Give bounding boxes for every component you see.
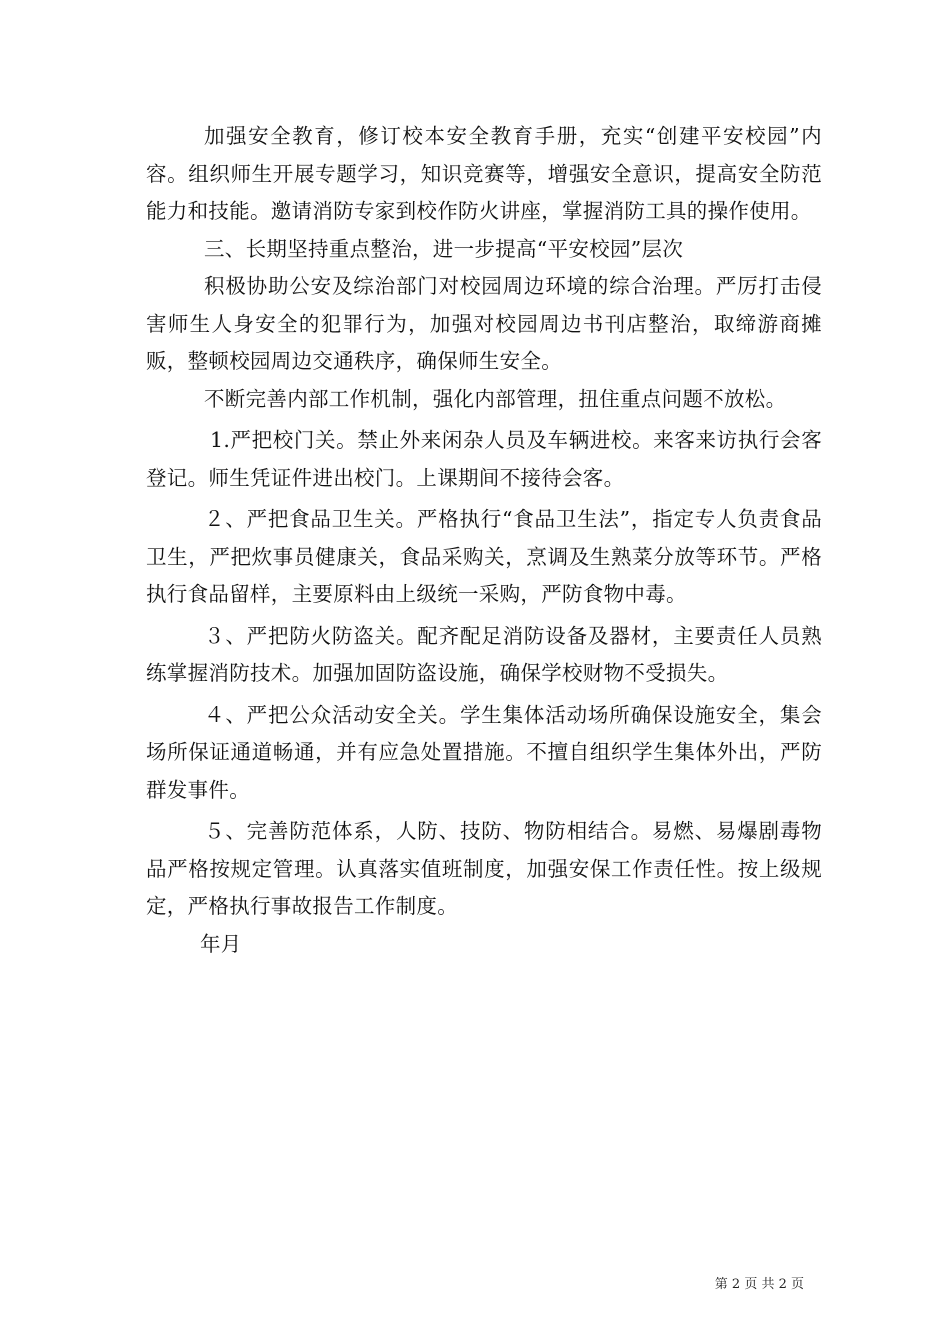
paragraph-safety-education: 加强安全教育，修订校本安全教育手册，充实“创建平安校园”内容。组织师生开展专题学习，知识竞赛等，增强安全意识，提高安全防范能力和技能。邀请消防专家到校作防火讲座，掌握消防工具的操作使用。 bbox=[146, 124, 822, 223]
paragraph-internal-mechanism: 不断完善内部工作机制，强化内部管理，扭住重点问题不放松。 bbox=[204, 386, 787, 411]
paragraph-campus-surroundings: 积极协助公安及综治部门对校园周边环境的综合治理。严厉打击侵害师生人身安全的犯罪行为，加强对校园周边书刊店整治，取缔游商摊贩，整顿校园周边交通秩序，确保师生安全。 bbox=[146, 274, 822, 373]
list-item-fire-theft: ３、严把防火防盗关。配齐配足消防设备及器材，主要责任人员熟练掌握消防技术。加强加固防盗设施，确保学校财物不受损失。 bbox=[146, 623, 822, 685]
document-body bbox=[146, 118, 822, 963]
page-number: 第 2 页 共 2 页 bbox=[714, 1277, 804, 1292]
list-item-prevention-system: ５、完善防范体系，人防、技防、物防相结合。易燃、易爆剧毒物品严格按规定管理。认真落实值班制度，加强安保工作责任性。按上级规定，严格执行事故报告工作制度。 bbox=[146, 819, 822, 918]
list-item-food-hygiene: ２、严把食品卫生关。严格执行“食品卫生法”，指定专人负责食品卫生，严把炊事员健康关，食品采购关，烹调及生熟菜分放等环节。严格执行食品留样，主要原料由上级统一采购，严防食物中毒。 bbox=[146, 507, 822, 606]
list-item-public-activity: ４、严把公众活动安全关。学生集体活动场所确保设施安全，集会场所保证通道畅通，并有应急处置措施。不擅自组织学生集体外出，严防群发事件。 bbox=[146, 702, 822, 802]
date-line: 年月 bbox=[200, 931, 242, 956]
section-heading-three: 三、长期坚持重点整治，进一步提高“平安校园”层次 bbox=[204, 236, 684, 261]
list-item-gate: 1.严把校门关。禁止外来闲杂人员及车辆进校。来客来访执行会客登记。师生凭证件进出校门。上课期间不接待会客。 bbox=[146, 428, 822, 490]
